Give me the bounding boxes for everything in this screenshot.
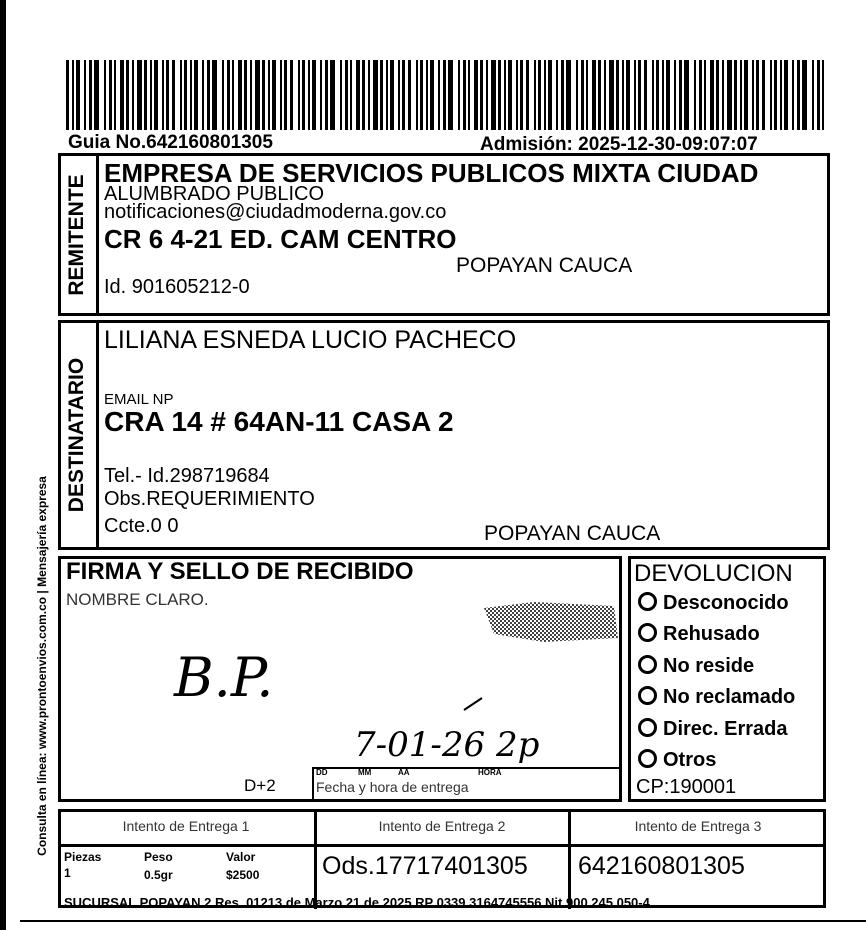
svg-text:B.P.: B.P. xyxy=(174,646,274,709)
option-no-reside[interactable]: No reside xyxy=(638,655,754,678)
option-no-reclamado[interactable]: No reclamado xyxy=(638,686,795,709)
admision-date: Admisión: 2025-12-30-09:07:07 xyxy=(480,134,758,155)
mm-label: MM xyxy=(358,768,372,777)
remitente-area: ALUMBRADO PUBLICO xyxy=(104,183,325,205)
radio-icon xyxy=(638,655,657,674)
devolucion-title: DEVOLUCION xyxy=(634,560,793,587)
option-desconocido[interactable]: Desconocido xyxy=(638,592,789,615)
page-edge xyxy=(0,0,6,930)
intento-1: Intento de Entrega 1 xyxy=(122,818,250,834)
intento-3: Intento de Entrega 3 xyxy=(634,818,762,834)
destinatario-ciudad: POPAYAN CAUCA xyxy=(484,522,661,545)
remitente-ciudad: POPAYAN CAUCA xyxy=(456,254,633,277)
option-otros[interactable]: Otros xyxy=(638,749,716,772)
hora-label: HORA xyxy=(478,768,502,777)
remitente-email: notificaciones@ciudadmoderna.gov.co xyxy=(104,201,447,223)
peso-value: 0.5gr xyxy=(144,868,173,882)
pen-mark xyxy=(462,694,486,714)
handwritten-date xyxy=(350,712,600,768)
intento-2: Intento de Entrega 2 xyxy=(378,818,506,834)
valor-value: $2500 xyxy=(226,868,260,882)
peso-label: Peso xyxy=(144,850,173,864)
barcode xyxy=(66,60,832,132)
fecha-label: Fecha y hora de entrega xyxy=(316,779,469,795)
remitente-direccion: CR 6 4-21 ED. CAM CENTRO xyxy=(104,224,457,254)
destinatario-tel: Tel.- Id.298719684 xyxy=(104,465,270,487)
destinatario-email: EMAIL NP xyxy=(104,391,174,408)
ods-number: Ods.17717401305 xyxy=(322,852,528,880)
side-consulta-text: Consulta en línea: www.prontoenvios.com.co | Mensajería expresa xyxy=(35,476,49,856)
firma-title: FIRMA Y SELLO DE RECIBIDO xyxy=(66,558,414,585)
nombre-claro-label: NOMBRE CLARO. xyxy=(66,590,209,609)
codigo-postal: CP:190001 xyxy=(636,776,737,798)
remitente-empresa: EMPRESA DE SERVICIOS PUBLICOS MIXTA CIUDAD xyxy=(104,158,759,188)
d2-label: D+2 xyxy=(244,776,276,795)
destinatario-direccion: CRA 14 # 64AN-11 CASA 2 xyxy=(104,406,454,437)
signature-initials xyxy=(170,640,330,710)
remitente-id: Id. 901605212-0 xyxy=(104,276,250,298)
dd-label: DD xyxy=(316,768,328,777)
aa-label: AA xyxy=(398,768,410,777)
radio-icon xyxy=(638,592,657,611)
piezas-label: Piezas xyxy=(64,850,102,864)
destinatario-obs: Obs.REQUERIMIENTO xyxy=(104,488,315,510)
remitente-label: REMITENTE xyxy=(65,174,88,296)
destinatario-nombre: LILIANA ESNEDA LUCIO PACHECO xyxy=(104,326,517,354)
radio-icon xyxy=(638,749,657,768)
destinatario-ccte: Ccte.0 0 xyxy=(104,515,179,537)
footer-sucursal: SUCURSAL POPAYAN 2 Res. 01213 de Marzo 21 de 2025 RP 0339 3164745556 Nit 900.245.050-4 xyxy=(64,895,650,910)
option-direc-errada[interactable]: Direc. Errada xyxy=(638,718,788,741)
guia-number: Guia No.642160801305 xyxy=(68,132,273,153)
radio-icon xyxy=(638,623,657,642)
detalle-guia-number: 642160801305 xyxy=(578,852,745,880)
destinatario-label: DESTINATARIO xyxy=(65,357,88,513)
piezas-value: 1 xyxy=(64,866,71,880)
valor-label: Valor xyxy=(226,850,256,864)
stamp-smudge xyxy=(474,598,620,646)
svg-text:7-01-26 2p: 7-01-26 2p xyxy=(354,725,540,765)
radio-icon xyxy=(638,686,657,705)
option-rehusado[interactable]: Rehusado xyxy=(638,623,760,646)
radio-icon xyxy=(638,718,657,737)
